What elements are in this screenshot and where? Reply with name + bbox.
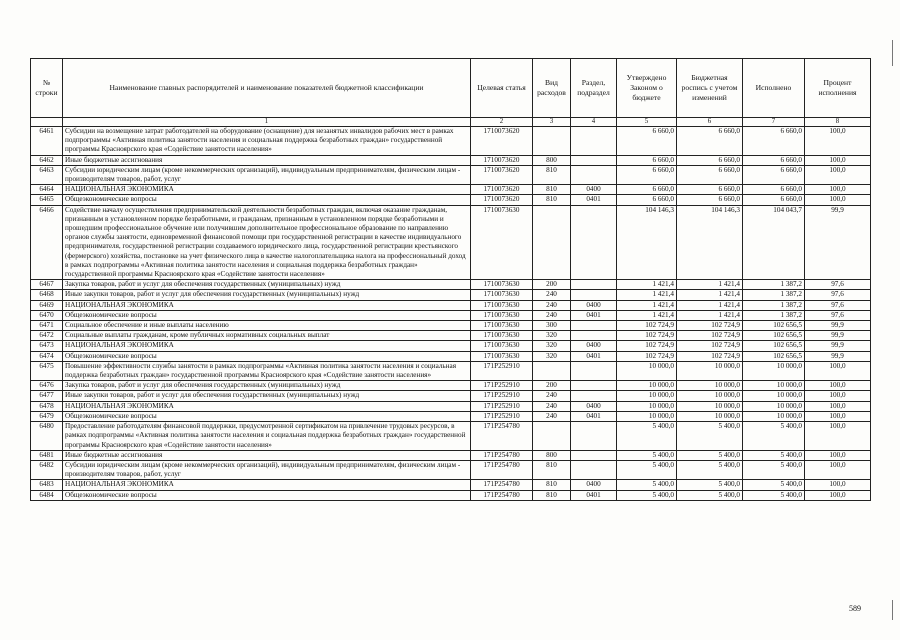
approved-cell: 5 400,0 (617, 480, 677, 490)
table-row (31, 381, 871, 391)
expense-type-cell: 800 (533, 450, 571, 460)
expense-type-cell: 240 (533, 310, 571, 320)
section-cell (571, 450, 617, 460)
name-cell: Субсидии юридическим лицам (кроме некоммерческих организаций), индивидуальным предпринимателям, физическим лицам - производителям товаров, работ, услуг (63, 460, 471, 479)
expense-type-cell: 320 (533, 341, 571, 351)
section-cell (571, 155, 617, 165)
name-cell: НАЦИОНАЛЬНАЯ ЭКОНОМИКА (63, 401, 471, 411)
executed-cell: 102 656,5 (743, 321, 805, 331)
column-number-cell: 5 (617, 118, 677, 127)
executed-cell: 6 660,0 (743, 195, 805, 205)
percent-cell: 100,0 (805, 422, 871, 451)
table-row (31, 310, 871, 320)
executed-cell: 10 000,0 (743, 391, 805, 401)
budget-list-cell: 1 421,4 (677, 280, 743, 290)
table-row (31, 450, 871, 460)
approved-cell: 5 400,0 (617, 450, 677, 460)
target-article-cell: 1710073630 (471, 205, 533, 280)
executed-cell: 102 656,5 (743, 341, 805, 351)
approved-cell: 6 660,0 (617, 127, 677, 156)
expense-type-cell: 810 (533, 490, 571, 500)
column-number-cell: 4 (571, 118, 617, 127)
budget-list-cell: 6 660,0 (677, 165, 743, 184)
row-number-cell: 6461 (31, 127, 63, 156)
budget-list-cell: 5 400,0 (677, 480, 743, 490)
target-article-cell: 1710073630 (471, 331, 533, 341)
percent-cell: 97,6 (805, 290, 871, 300)
budget-list-cell: 6 660,0 (677, 195, 743, 205)
expense-type-cell: 810 (533, 460, 571, 479)
approved-cell: 10 000,0 (617, 361, 677, 380)
section-cell (571, 460, 617, 479)
expense-type-cell: 240 (533, 411, 571, 421)
table-row (31, 401, 871, 411)
budget-list-cell: 5 400,0 (677, 460, 743, 479)
approved-cell: 6 660,0 (617, 195, 677, 205)
approved-cell: 5 400,0 (617, 422, 677, 451)
section-cell (571, 321, 617, 331)
section-cell: 0401 (571, 310, 617, 320)
section-cell (571, 331, 617, 341)
table-row (31, 361, 871, 380)
section-cell: 0400 (571, 185, 617, 195)
approved-cell: 102 724,9 (617, 341, 677, 351)
row-number-cell: 6484 (31, 490, 63, 500)
budget-list-cell: 10 000,0 (677, 401, 743, 411)
budget-sheet (30, 58, 870, 501)
approved-cell: 1 421,4 (617, 300, 677, 310)
executed-cell: 1 387,2 (743, 290, 805, 300)
section-cell (571, 205, 617, 280)
budget-list-cell: 104 146,3 (677, 205, 743, 280)
name-cell: Социальные выплаты гражданам, кроме публичных нормативных социальных выплат (63, 331, 471, 341)
column-number-cell: 2 (471, 118, 533, 127)
budget-list-cell: 10 000,0 (677, 411, 743, 421)
header-section: Раздел, подраздел (571, 59, 617, 118)
section-cell: 0400 (571, 300, 617, 310)
section-cell: 0401 (571, 411, 617, 421)
name-cell: НАЦИОНАЛЬНАЯ ЭКОНОМИКА (63, 300, 471, 310)
executed-cell: 6 660,0 (743, 185, 805, 195)
table-row (31, 411, 871, 421)
table-row (31, 321, 871, 331)
expense-type-cell: 810 (533, 480, 571, 490)
target-article-cell: 171P252910 (471, 391, 533, 401)
approved-cell: 102 724,9 (617, 321, 677, 331)
percent-cell: 100,0 (805, 480, 871, 490)
percent-cell: 100,0 (805, 460, 871, 479)
section-cell (571, 280, 617, 290)
percent-cell: 100,0 (805, 127, 871, 156)
row-number-cell: 6474 (31, 351, 63, 361)
name-cell: Общеэкономические вопросы (63, 310, 471, 320)
header-name: Наименование главных распорядителей и наименование показателей бюджетной классификации (63, 59, 471, 118)
executed-cell: 10 000,0 (743, 411, 805, 421)
executed-cell: 5 400,0 (743, 422, 805, 451)
header-percent: Процент исполнения (805, 59, 871, 118)
row-number-cell: 6473 (31, 341, 63, 351)
approved-cell: 1 421,4 (617, 280, 677, 290)
section-cell: 0400 (571, 341, 617, 351)
target-article-cell: 171P254780 (471, 422, 533, 451)
target-article-cell: 1710073630 (471, 310, 533, 320)
name-cell: НАЦИОНАЛЬНАЯ ЭКОНОМИКА (63, 480, 471, 490)
budget-list-cell: 102 724,9 (677, 351, 743, 361)
expense-type-cell: 810 (533, 165, 571, 184)
target-article-cell: 171P254780 (471, 460, 533, 479)
approved-cell: 10 000,0 (617, 401, 677, 411)
table-row (31, 351, 871, 361)
scan-margin-mark (892, 600, 893, 620)
row-number-cell: 6483 (31, 480, 63, 490)
percent-cell: 100,0 (805, 490, 871, 500)
row-number-cell: 6467 (31, 280, 63, 290)
target-article-cell: 1710073630 (471, 321, 533, 331)
header-row (31, 59, 871, 118)
table-body (31, 127, 871, 501)
approved-cell: 10 000,0 (617, 391, 677, 401)
approved-cell: 1 421,4 (617, 290, 677, 300)
column-number-cell: 6 (677, 118, 743, 127)
name-cell: Субсидии юридическим лицам (кроме некоммерческих организаций), индивидуальным предпринимателям, физическим лицам - производителям товаров, работ, услуг (63, 165, 471, 184)
row-number-cell: 6463 (31, 165, 63, 184)
executed-cell: 6 660,0 (743, 165, 805, 184)
approved-cell: 5 400,0 (617, 460, 677, 479)
executed-cell: 10 000,0 (743, 401, 805, 411)
name-cell: НАЦИОНАЛЬНАЯ ЭКОНОМИКА (63, 341, 471, 351)
approved-cell: 6 660,0 (617, 185, 677, 195)
budget-list-cell: 102 724,9 (677, 321, 743, 331)
section-cell (571, 127, 617, 156)
name-cell: Общеэкономические вопросы (63, 195, 471, 205)
expense-type-cell: 240 (533, 401, 571, 411)
executed-cell: 5 400,0 (743, 460, 805, 479)
executed-cell: 5 400,0 (743, 490, 805, 500)
name-cell: Общеэкономические вопросы (63, 351, 471, 361)
executed-cell: 1 387,2 (743, 310, 805, 320)
expense-type-cell: 200 (533, 381, 571, 391)
name-cell: Иные закупки товаров, работ и услуг для обеспечения государственных (муниципальных) нужд (63, 290, 471, 300)
table-row (31, 341, 871, 351)
row-number-cell: 6476 (31, 381, 63, 391)
row-number-cell: 6469 (31, 300, 63, 310)
header-row-number: № строки (31, 59, 63, 118)
budget-list-cell: 10 000,0 (677, 391, 743, 401)
table-row (31, 195, 871, 205)
page-number: 589 (849, 604, 861, 613)
section-cell (571, 391, 617, 401)
budget-list-cell: 10 000,0 (677, 361, 743, 380)
target-article-cell: 1710073630 (471, 290, 533, 300)
budget-list-cell: 102 724,9 (677, 331, 743, 341)
budget-list-cell: 5 400,0 (677, 422, 743, 451)
approved-cell: 104 146,3 (617, 205, 677, 280)
table-row (31, 127, 871, 156)
executed-cell: 1 387,2 (743, 280, 805, 290)
row-number-cell: 6466 (31, 205, 63, 280)
section-cell (571, 361, 617, 380)
percent-cell: 97,6 (805, 300, 871, 310)
target-article-cell: 171P254780 (471, 480, 533, 490)
row-number-cell: 6480 (31, 422, 63, 451)
name-cell: НАЦИОНАЛЬНАЯ ЭКОНОМИКА (63, 185, 471, 195)
budget-list-cell: 6 660,0 (677, 185, 743, 195)
row-number-cell: 6468 (31, 290, 63, 300)
expense-type-cell: 810 (533, 195, 571, 205)
expense-type-cell: 320 (533, 331, 571, 341)
column-number-cell: 8 (805, 118, 871, 127)
name-cell: Общеэкономические вопросы (63, 411, 471, 421)
row-number-cell: 6482 (31, 460, 63, 479)
executed-cell: 10 000,0 (743, 381, 805, 391)
table-row (31, 280, 871, 290)
target-article-cell: 171P254780 (471, 490, 533, 500)
table-row (31, 490, 871, 500)
percent-cell: 100,0 (805, 361, 871, 380)
header-budget-list: Бюджетная роспись с учетом изменений (677, 59, 743, 118)
table-row (31, 460, 871, 479)
table-row (31, 155, 871, 165)
budget-list-cell: 1 421,4 (677, 300, 743, 310)
target-article-cell: 171P254780 (471, 450, 533, 460)
row-number-cell: 6464 (31, 185, 63, 195)
table-row (31, 422, 871, 451)
name-cell: Закупка товаров, работ и услуг для обеспечения государственных (муниципальных) нужд (63, 381, 471, 391)
row-number-cell: 6462 (31, 155, 63, 165)
approved-cell: 5 400,0 (617, 490, 677, 500)
section-cell (571, 381, 617, 391)
table-row (31, 331, 871, 341)
executed-cell: 5 400,0 (743, 450, 805, 460)
section-cell (571, 422, 617, 451)
row-number-cell: 6478 (31, 401, 63, 411)
target-article-cell: 171P252910 (471, 381, 533, 391)
target-article-cell: 171P252910 (471, 411, 533, 421)
percent-cell: 100,0 (805, 381, 871, 391)
percent-cell: 100,0 (805, 195, 871, 205)
executed-cell: 102 656,5 (743, 351, 805, 361)
approved-cell: 6 660,0 (617, 155, 677, 165)
column-number-cell: 7 (743, 118, 805, 127)
name-cell: Иные бюджетные ассигнования (63, 450, 471, 460)
name-cell: Иные бюджетные ассигнования (63, 155, 471, 165)
executed-cell: 10 000,0 (743, 361, 805, 380)
percent-cell: 100,0 (805, 155, 871, 165)
approved-cell: 1 421,4 (617, 310, 677, 320)
percent-cell: 99,9 (805, 321, 871, 331)
executed-cell: 102 656,5 (743, 331, 805, 341)
section-cell (571, 290, 617, 300)
percent-cell: 99,9 (805, 205, 871, 280)
approved-cell: 102 724,9 (617, 331, 677, 341)
section-cell: 0401 (571, 351, 617, 361)
approved-cell: 10 000,0 (617, 381, 677, 391)
target-article-cell: 171P252910 (471, 361, 533, 380)
expense-type-cell: 320 (533, 351, 571, 361)
budget-list-cell: 10 000,0 (677, 381, 743, 391)
budget-list-cell: 1 421,4 (677, 290, 743, 300)
row-number-cell: 6479 (31, 411, 63, 421)
name-cell: Общеэкономические вопросы (63, 490, 471, 500)
target-article-cell: 1710073630 (471, 351, 533, 361)
name-cell: Закупка товаров, работ и услуг для обеспечения государственных (муниципальных) нужд (63, 280, 471, 290)
percent-cell: 100,0 (805, 185, 871, 195)
target-article-cell: 1710073620 (471, 185, 533, 195)
executed-cell: 104 043,7 (743, 205, 805, 280)
approved-cell: 102 724,9 (617, 351, 677, 361)
percent-cell: 100,0 (805, 411, 871, 421)
expense-type-cell: 800 (533, 155, 571, 165)
column-number-cell (31, 118, 63, 127)
target-article-cell: 1710073620 (471, 155, 533, 165)
column-number-row (31, 118, 871, 127)
executed-cell: 6 660,0 (743, 155, 805, 165)
table-row (31, 391, 871, 401)
row-number-cell: 6481 (31, 450, 63, 460)
section-cell: 0400 (571, 480, 617, 490)
scan-margin-mark (892, 40, 893, 66)
name-cell: Иные закупки товаров, работ и услуг для обеспечения государственных (муниципальных) нужд (63, 391, 471, 401)
section-cell (571, 165, 617, 184)
row-number-cell: 6471 (31, 321, 63, 331)
expense-type-cell: 240 (533, 300, 571, 310)
approved-cell: 6 660,0 (617, 165, 677, 184)
expense-type-cell (533, 361, 571, 380)
section-cell: 0401 (571, 195, 617, 205)
table-row (31, 185, 871, 195)
percent-cell: 97,6 (805, 280, 871, 290)
table-row (31, 205, 871, 280)
target-article-cell: 1710073630 (471, 280, 533, 290)
column-number-cell: 1 (63, 118, 471, 127)
budget-list-cell: 5 400,0 (677, 450, 743, 460)
row-number-cell: 6465 (31, 195, 63, 205)
header-executed: Исполнено (743, 59, 805, 118)
budget-list-cell: 6 660,0 (677, 155, 743, 165)
row-number-cell: 6470 (31, 310, 63, 320)
section-cell: 0401 (571, 490, 617, 500)
expense-type-cell (533, 127, 571, 156)
expense-type-cell: 240 (533, 391, 571, 401)
percent-cell: 100,0 (805, 165, 871, 184)
target-article-cell: 1710073620 (471, 127, 533, 156)
budget-list-cell: 102 724,9 (677, 341, 743, 351)
row-number-cell: 6475 (31, 361, 63, 380)
table-row (31, 480, 871, 490)
percent-cell: 97,6 (805, 310, 871, 320)
expense-type-cell (533, 422, 571, 451)
budget-table (30, 58, 871, 501)
header-expense-type: Вид расходов (533, 59, 571, 118)
table-row (31, 290, 871, 300)
executed-cell: 6 660,0 (743, 127, 805, 156)
expense-type-cell: 200 (533, 280, 571, 290)
target-article-cell: 1710073620 (471, 195, 533, 205)
percent-cell: 99,9 (805, 331, 871, 341)
name-cell: Содействие началу осуществления предпринимательской деятельности безработных граждан, включая оказание гражданам, признанным в установленном порядке безработными, и гражданам, признанным в установленном порядке безработными и прошедшим профессиональное обучение или получившим дополнительное профессиональное образование по направлению органов службы занятости, единовременной финансовой помощи при государственной регистрации в качестве индивидуального предпринимателя, государственной регистрации создаваемого юридического лица, государственной регистрации крестьянского (фермерского) хозяйства, постановке на учет физического лица в качестве налогоплательщика налога на профессиональный доход в рамках подпрограммы «Активная политика занятости населения и социальная поддержка безработных граждан» государственной программы Красноярского края «Содействие занятости населения» (63, 205, 471, 280)
expense-type-cell: 240 (533, 290, 571, 300)
budget-list-cell: 5 400,0 (677, 490, 743, 500)
percent-cell: 100,0 (805, 450, 871, 460)
approved-cell: 10 000,0 (617, 411, 677, 421)
executed-cell: 5 400,0 (743, 480, 805, 490)
name-cell: Социальное обеспечение и иные выплаты населению (63, 321, 471, 331)
target-article-cell: 1710073630 (471, 341, 533, 351)
header-target-article: Целевая статья (471, 59, 533, 118)
percent-cell: 99,9 (805, 351, 871, 361)
table-row (31, 300, 871, 310)
name-cell: Предоставление работодателям финансовой поддержки, предусмотренной сертификатом на привлечение трудовых ресурсов, в рамках подпрограммы «Активная политика занятости населения и социальная поддержка безработных граждан» государственной программы Красноярского края «Содействие занятости населения» (63, 422, 471, 451)
budget-list-cell: 1 421,4 (677, 310, 743, 320)
column-number-cell: 3 (533, 118, 571, 127)
section-cell: 0400 (571, 401, 617, 411)
executed-cell: 1 387,2 (743, 300, 805, 310)
percent-cell: 100,0 (805, 391, 871, 401)
row-number-cell: 6477 (31, 391, 63, 401)
target-article-cell: 1710073620 (471, 165, 533, 184)
percent-cell: 100,0 (805, 401, 871, 411)
expense-type-cell: 300 (533, 321, 571, 331)
target-article-cell: 171P252910 (471, 401, 533, 411)
name-cell: Повышение эффективности службы занятости в рамках подпрограммы «Активная политика занятости населения и социальная поддержка безработных граждан» государственной программы Красноярского края «Содействие занятости населения» (63, 361, 471, 380)
budget-list-cell: 6 660,0 (677, 127, 743, 156)
header-approved: Утверждено Законом о бюджете (617, 59, 677, 118)
table-row (31, 165, 871, 184)
row-number-cell: 6472 (31, 331, 63, 341)
target-article-cell: 1710073630 (471, 300, 533, 310)
expense-type-cell (533, 205, 571, 280)
name-cell: Субсидии на возмещение затрат работодателей на оборудование (оснащение) для незанятых инвалидов рабочих мест в рамках подпрограммы «Активная политика занятости населения и социальная поддержка безработных граждан» государственной программы Красноярского края «Содействие занятости населения» (63, 127, 471, 156)
percent-cell: 99,9 (805, 341, 871, 351)
expense-type-cell: 810 (533, 185, 571, 195)
